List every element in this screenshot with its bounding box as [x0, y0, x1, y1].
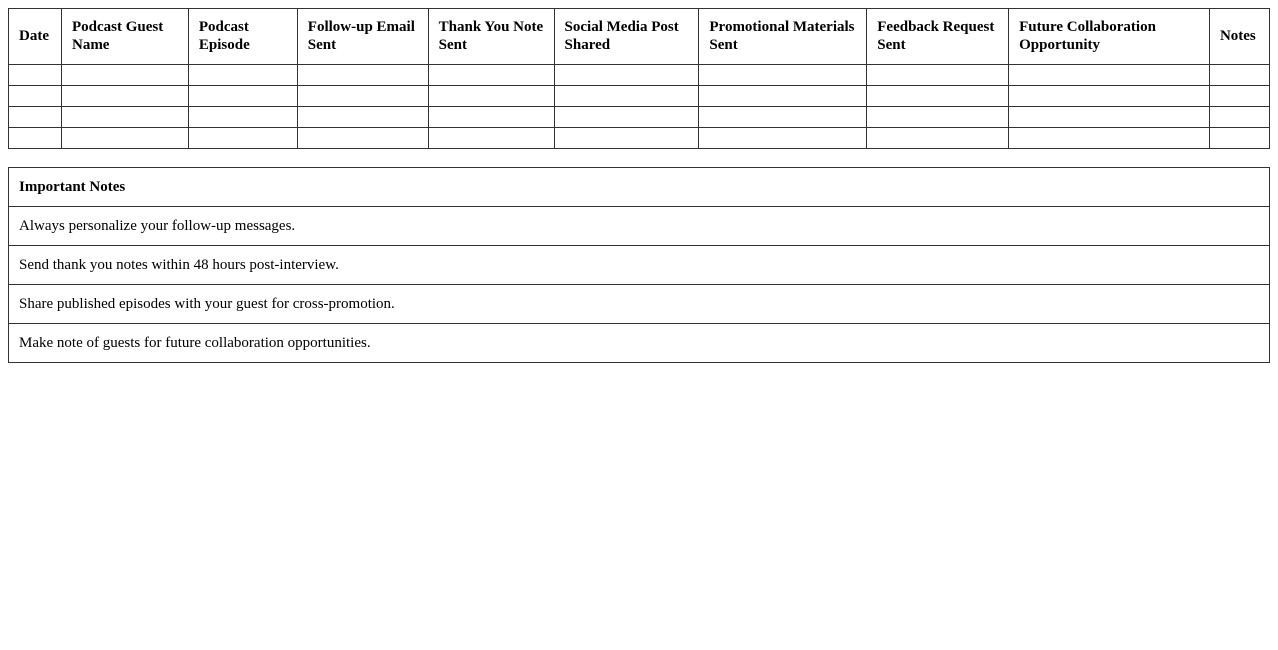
follow-up-tracker-table — [8, 8, 1270, 149]
notes-header-row — [9, 168, 1270, 207]
table-cell[interactable] — [554, 65, 699, 86]
column-header-promotional-materials: Promotional Materials Sent — [699, 9, 867, 65]
column-header-feedback-request: Feedback Request Sent — [867, 9, 1009, 65]
table-cell[interactable] — [1009, 65, 1210, 86]
table-cell[interactable] — [1009, 86, 1210, 107]
table-cell[interactable] — [1009, 128, 1210, 149]
table-cell[interactable] — [61, 65, 188, 86]
table-row — [9, 65, 1270, 86]
note-item: Send thank you notes within 48 hours post-interview. — [9, 246, 1270, 285]
notes-heading: Important Notes — [9, 168, 1270, 207]
table-cell[interactable] — [554, 86, 699, 107]
note-item: Make note of guests for future collaboration opportunities. — [9, 324, 1270, 363]
table-cell[interactable] — [699, 107, 867, 128]
table-cell[interactable] — [9, 107, 62, 128]
table-cell[interactable] — [867, 128, 1009, 149]
table-cell[interactable] — [428, 86, 554, 107]
column-header-episode: Podcast Episode — [188, 9, 297, 65]
table-cell[interactable] — [297, 86, 428, 107]
table-cell[interactable] — [9, 65, 62, 86]
table-cell[interactable] — [699, 65, 867, 86]
table-cell[interactable] — [428, 128, 554, 149]
note-item: Share published episodes with your guest for cross-promotion. — [9, 285, 1270, 324]
note-row — [9, 285, 1270, 324]
table-cell[interactable] — [297, 128, 428, 149]
note-row — [9, 246, 1270, 285]
table-cell[interactable] — [1209, 86, 1269, 107]
column-header-guest-name: Podcast Guest Name — [61, 9, 188, 65]
table-header-row — [9, 9, 1270, 65]
table-cell[interactable] — [188, 128, 297, 149]
column-header-follow-up-email: Follow-up Email Sent — [297, 9, 428, 65]
column-header-social-media-post: Social Media Post Shared — [554, 9, 699, 65]
note-item: Always personalize your follow-up messages. — [9, 207, 1270, 246]
column-header-date: Date — [9, 9, 62, 65]
table-row — [9, 107, 1270, 128]
column-header-future-collaboration: Future Collaboration Opportunity — [1009, 9, 1210, 65]
column-header-thank-you-note: Thank You Note Sent — [428, 9, 554, 65]
table-cell[interactable] — [9, 86, 62, 107]
table-row — [9, 86, 1270, 107]
table-cell[interactable] — [188, 86, 297, 107]
table-cell[interactable] — [554, 128, 699, 149]
table-cell[interactable] — [699, 128, 867, 149]
table-cell[interactable] — [61, 107, 188, 128]
table-cell[interactable] — [297, 107, 428, 128]
note-row — [9, 207, 1270, 246]
table-cell[interactable] — [1009, 107, 1210, 128]
table-cell[interactable] — [61, 86, 188, 107]
table-cell[interactable] — [699, 86, 867, 107]
table-cell[interactable] — [188, 65, 297, 86]
table-cell[interactable] — [867, 107, 1009, 128]
note-row — [9, 324, 1270, 363]
table-cell[interactable] — [188, 107, 297, 128]
table-cell[interactable] — [867, 86, 1009, 107]
table-cell[interactable] — [867, 65, 1009, 86]
table-cell[interactable] — [61, 128, 188, 149]
table-cell[interactable] — [1209, 107, 1269, 128]
page-content — [8, 8, 1270, 363]
column-header-notes: Notes — [1209, 9, 1269, 65]
table-cell[interactable] — [1209, 65, 1269, 86]
table-cell[interactable] — [297, 65, 428, 86]
table-cell[interactable] — [554, 107, 699, 128]
table-cell[interactable] — [9, 128, 62, 149]
table-cell[interactable] — [428, 65, 554, 86]
table-cell[interactable] — [1209, 128, 1269, 149]
table-cell[interactable] — [428, 107, 554, 128]
table-row — [9, 128, 1270, 149]
important-notes-table — [8, 167, 1270, 363]
